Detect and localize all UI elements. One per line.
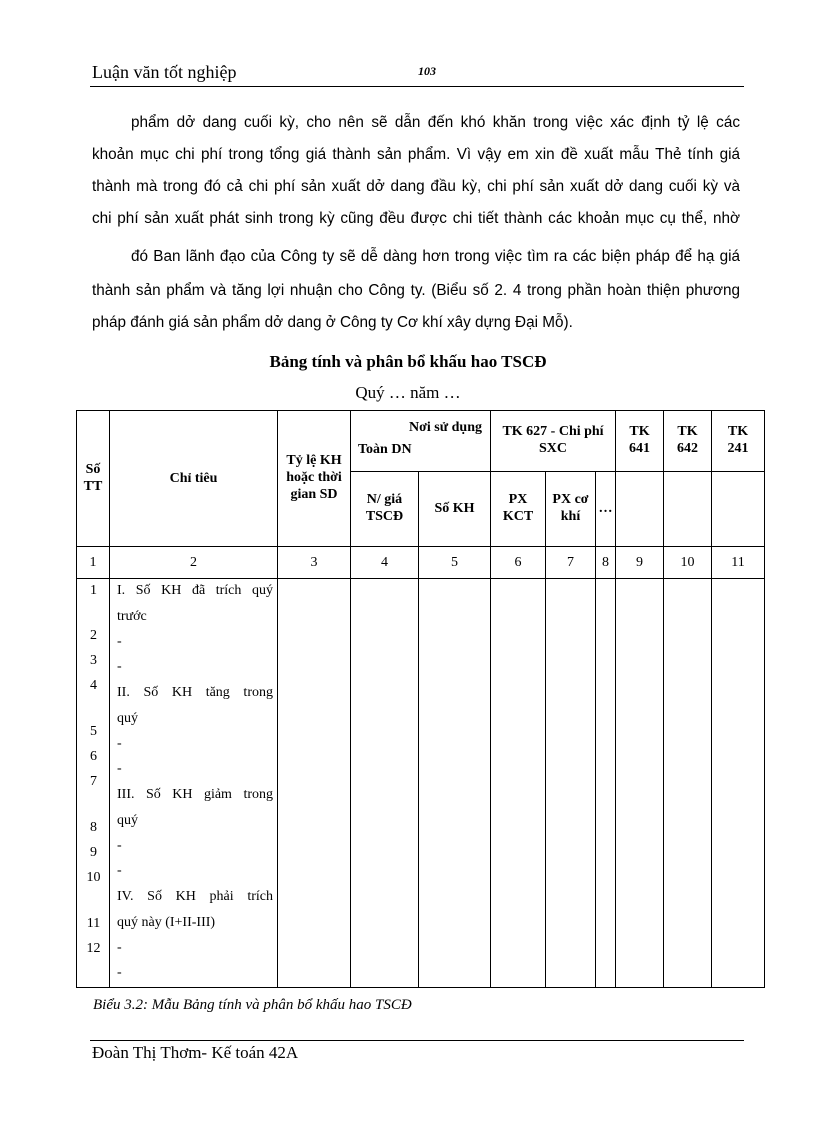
column-number: 8 <box>596 547 616 579</box>
column-number: 11 <box>712 547 765 579</box>
body-line: thành mà trong đó cả chi phí sản xuất dở dang đầu kỳ, chi phí sản xuất dở dang cuối kỳ và <box>92 178 740 195</box>
header-divider <box>90 86 744 87</box>
data-cell <box>712 579 765 988</box>
row-number: 6 <box>90 749 97 764</box>
row-number: 12 <box>86 941 101 956</box>
item-line: quý <box>117 813 138 828</box>
table-subtitle: Quý … năm … <box>355 383 461 402</box>
item-line: - <box>117 838 122 853</box>
item-line: - <box>117 659 122 674</box>
row-number: 5 <box>90 724 97 739</box>
data-cell <box>491 579 546 988</box>
column-number: 1 <box>77 547 110 579</box>
column-number: 6 <box>491 547 546 579</box>
body-line: phẩm dở dang cuối kỳ, cho nên sẽ dẫn đến khó khăn trong việc xác định tỷ lệ các <box>131 114 740 131</box>
column-number: 3 <box>278 547 351 579</box>
header-chi-tieu: Chỉ tiêu <box>110 411 278 547</box>
body-line: thành sản phẩm và tăng lợi nhuận cho Công ty. (Biểu số 2. 4 trong phần hoàn thiện phương <box>92 282 740 299</box>
data-cell <box>419 579 491 988</box>
item-line: - <box>117 863 122 878</box>
row-number: 3 <box>90 653 97 668</box>
body-line: chi phí sản xuất phát sinh trong kỳ cũng đều được chi tiết thành các khoản mục cụ thể, nhờ <box>92 210 740 227</box>
header-so-kh: Số KH <box>419 472 491 547</box>
header-px-co-khi: PX cơ khí <box>546 472 596 547</box>
row-number: 11 <box>86 916 101 931</box>
depreciation-table <box>76 410 765 988</box>
item-line: quý này (I+II-III) <box>117 915 216 930</box>
header-ellipsis: … <box>596 472 616 547</box>
row-number: 9 <box>90 845 97 860</box>
header-tk627: TK 627 - Chi phí SXC <box>491 411 616 472</box>
row-numbers-cell <box>77 579 110 988</box>
header-empty-cell <box>616 472 664 547</box>
column-number: 4 <box>351 547 419 579</box>
item-line: I. Số KH đã trích quý <box>117 583 273 598</box>
body-line: đó Ban lãnh đạo của Công ty sẽ dễ dàng hơn trong việc tìm ra các biện pháp để hạ giá <box>131 248 740 265</box>
page-number: 103 <box>418 64 436 78</box>
item-line: II. Số KH tăng trong <box>117 685 273 700</box>
header-ty-le: Tỷ lệ KH hoặc thời gian SD <box>278 411 351 547</box>
table-caption: Biểu 3.2: Mẫu Bảng tính và phân bổ khấu hao TSCĐ <box>93 997 412 1013</box>
row-number: 7 <box>90 774 97 789</box>
item-line: - <box>117 761 122 776</box>
header-so-tt: Số TT <box>77 411 110 547</box>
column-number: 2 <box>110 547 278 579</box>
body-line: pháp đánh giá sản phẩm dở dang ở Công ty Cơ khí xây dựng Đại Mỗ). <box>92 314 573 331</box>
table-title: Bảng tính và phân bổ khấu hao TSCĐ <box>269 352 547 371</box>
data-cell <box>596 579 616 988</box>
header-tk641: TK 641 <box>616 411 664 472</box>
header-empty-cell <box>712 472 765 547</box>
item-line: - <box>117 634 122 649</box>
row-number: 4 <box>90 678 97 693</box>
item-line: - <box>117 736 122 751</box>
header-px-kct: PX KCT <box>491 472 546 547</box>
data-cell <box>351 579 419 988</box>
column-number: 7 <box>546 547 596 579</box>
toan-dn-label: Toàn DN <box>358 442 412 457</box>
header-tk642: TK 642 <box>664 411 712 472</box>
item-line: - <box>117 965 122 980</box>
body-line: khoản mục chi phí trong tổng giá thành sản phẩm. Vì vậy em xin đề xuất mẫu Thẻ tính giá <box>92 146 740 163</box>
data-cell <box>278 579 351 988</box>
column-number: 9 <box>616 547 664 579</box>
row-number: 8 <box>90 820 97 835</box>
item-line: - <box>117 940 122 955</box>
header-noi-su-dung <box>351 411 491 472</box>
header-empty-cell <box>664 472 712 547</box>
item-line: quý <box>117 711 138 726</box>
footer-author: Đoàn Thị Thơm- Kế toán 42A <box>92 1043 299 1062</box>
header-tk241: TK 241 <box>712 411 765 472</box>
data-cell <box>664 579 712 988</box>
data-cell <box>616 579 664 988</box>
column-number: 5 <box>419 547 491 579</box>
row-number: 2 <box>90 628 97 643</box>
header-title: Luận văn tốt nghiệp <box>92 62 237 82</box>
item-line: IV. Số KH phải trích <box>117 889 273 904</box>
footer-divider <box>90 1040 744 1041</box>
data-cell <box>546 579 596 988</box>
row-number: 10 <box>86 870 101 885</box>
item-line: trước <box>117 609 147 624</box>
header-nguyen-gia: N/ giá TSCĐ <box>351 472 419 547</box>
item-line: III. Số KH giảm trong <box>117 787 273 802</box>
chi-tieu-cell <box>110 579 278 988</box>
noi-su-dung-label: Nơi sử dụng <box>409 420 482 435</box>
row-number: 1 <box>90 583 97 598</box>
column-number: 10 <box>664 547 712 579</box>
